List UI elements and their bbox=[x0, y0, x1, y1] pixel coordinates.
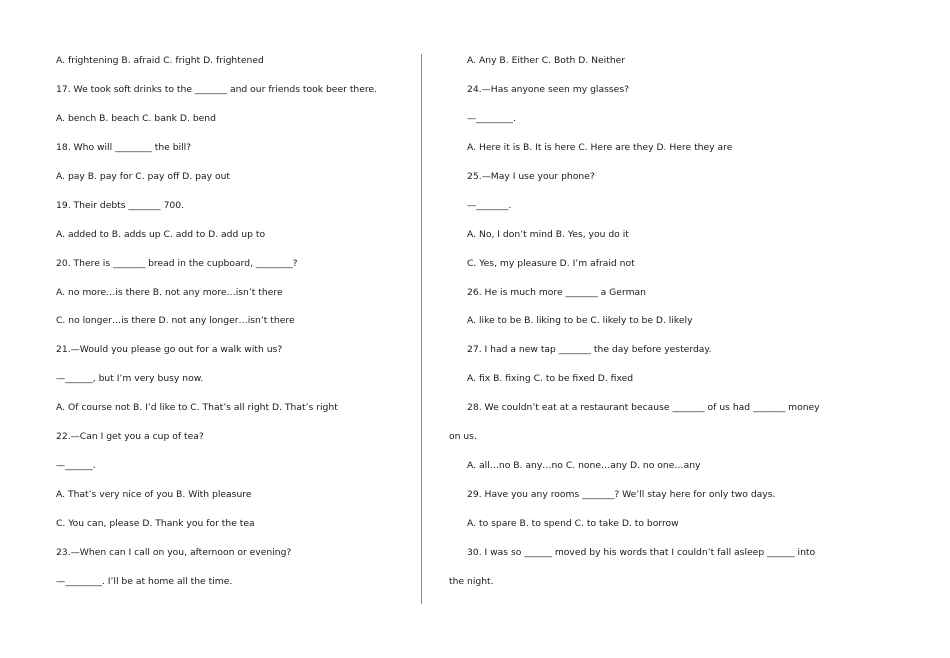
options-17: A. bench B. beach C. bank D. bend bbox=[56, 112, 216, 124]
options-29: A. to spare B. to spend C. to take D. to borrow bbox=[467, 518, 679, 529]
question-29: 29. Have you any rooms _______? We’ll stay here for only two days. bbox=[467, 489, 776, 501]
question-23-response: —________. I’ll be at home all the time. bbox=[56, 575, 233, 587]
question-21: 21.—Would you please go out for a walk with us? bbox=[56, 344, 283, 356]
options-20-ab: A. no more…is there B. not any more…isn’t there bbox=[56, 286, 283, 298]
options-25-cd: C. Yes, my pleasure D. I’m afraid not bbox=[467, 257, 635, 269]
question-30-continued: the night. bbox=[449, 575, 494, 587]
options-28: A. all…no B. any…no C. none…any D. no one…any bbox=[467, 460, 701, 472]
right-column bbox=[449, 51, 919, 601]
question-28-continued: on us. bbox=[449, 431, 477, 443]
options-22-ab: A. That’s very nice of you B. With pleasure bbox=[56, 489, 252, 501]
left-column bbox=[56, 51, 406, 601]
question-25: 25.—May I use your phone? bbox=[467, 170, 595, 182]
options-24: A. Here it is B. It is here C. Here are they D. Here they are bbox=[467, 141, 733, 153]
question-26: 26. He is much more _______ a German bbox=[467, 286, 646, 298]
question-20: 20. There is _______ bread in the cupboard, ________? bbox=[56, 257, 298, 269]
question-24-response: —________. bbox=[467, 112, 516, 124]
options-19: A. added to B. adds up C. add to D. add up to bbox=[56, 228, 266, 240]
question-28: 28. We couldn’t eat at a restaurant because _______ of us had _______ money bbox=[467, 402, 820, 414]
options-21: A. Of course not B. I’d like to C. That’s all right D. That’s right bbox=[56, 402, 338, 414]
options-23: A. Any B. Either C. Both D. Neither bbox=[467, 55, 626, 66]
question-27: 27. I had a new tap _______ the day before yesterday. bbox=[467, 344, 712, 356]
options-20-cd: C. no longer…is there D. not any longer…isn’t there bbox=[56, 315, 295, 327]
question-18: 18. Who will ________ the bill? bbox=[56, 141, 192, 153]
options-22-cd: C. You can, please D. Thank you for the tea bbox=[56, 518, 255, 529]
question-23: 23.—When can I call on you, afternoon or evening? bbox=[56, 546, 292, 558]
question-30: 30. I was so ______ moved by his words that I couldn’t fall asleep ______ into bbox=[467, 546, 816, 558]
question-22-response: —______. bbox=[56, 460, 96, 472]
question-19: 19. Their debts _______ 700. bbox=[56, 199, 185, 211]
options-27: A. fix B. fixing C. to be fixed D. fixed bbox=[467, 373, 634, 385]
question-21-response: —______, but I’m very busy now. bbox=[56, 373, 204, 385]
question-17: 17. We took soft drinks to the _______ and our friends took beer there. bbox=[56, 83, 378, 95]
question-22: 22.—Can I get you a cup of tea? bbox=[56, 431, 204, 443]
options-26: A. like to be B. liking to be C. likely to be D. likely bbox=[467, 315, 693, 327]
column-divider bbox=[421, 54, 422, 604]
options-18: A. pay B. pay for C. pay off D. pay out bbox=[56, 170, 231, 182]
question-24: 24.—Has anyone seen my glasses? bbox=[467, 83, 629, 95]
text-line: A. frightening B. afraid C. fright D. frightened bbox=[56, 55, 264, 66]
options-25-ab: A. No, I don’t mind B. Yes, you do it bbox=[467, 228, 629, 240]
question-25-response: —_______. bbox=[467, 199, 512, 211]
